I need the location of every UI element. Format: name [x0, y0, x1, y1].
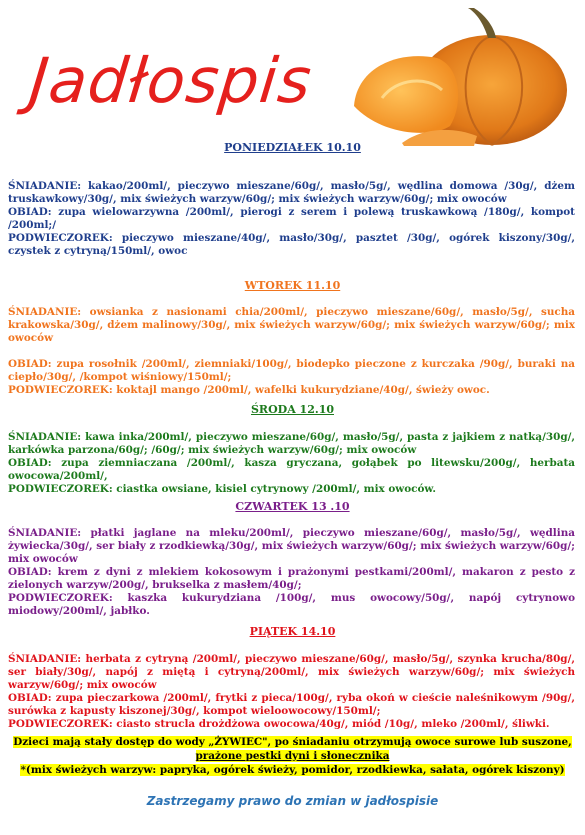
meal-text: zupa ziemniaczana /200ml/, kasza gryczana, gołąbek po litewsku/200g/, herbata owocowa/200ml/, — [8, 457, 575, 482]
day-block-friday — [8, 653, 575, 731]
day-block-wednesday — [8, 431, 575, 496]
notice-line-1: Dzieci mają stały dostęp do wody „ŻYWIEC", po śniadaniu otrzymują owoce surowe lub suszone, — [13, 736, 572, 748]
meal-label: PODWIECZOREK: — [8, 232, 113, 244]
meal-lunch — [8, 358, 575, 384]
meal-text: ciasto strucla drożdżowa owocowa/40g/, miód /10g/, mleko /200ml/, śliwki. — [112, 718, 550, 730]
day-header-friday: PIĄTEK 14.10 — [249, 625, 336, 638]
notice — [0, 735, 585, 777]
meal-lunch — [8, 692, 575, 718]
meal-label: PODWIECZOREK: — [8, 592, 113, 604]
meal-snack — [8, 483, 575, 496]
meal-breakfast — [8, 653, 575, 692]
meal-snack — [8, 592, 575, 618]
meal-text: kawa inka/200ml/, pieczywo mieszane/60g/, masło/5g/, pasta z jajkiem z natką/30g/, karkówka parzona/60g/; /60g/; mix świeżych warzyw/60g/; mix owoców — [8, 431, 575, 456]
meal-label: ŚNIADANIE: — [8, 653, 82, 665]
meal-label: OBIAD: — [8, 692, 52, 704]
meal-lunch — [8, 206, 575, 232]
footer-note: Zastrzegamy prawo do zmian w jadłospisie — [146, 794, 439, 808]
meal-text: koktajl mango /200ml/, wafelki kukurydziane/40g/, świeży owoc. — [112, 384, 490, 396]
day-header-monday: PONIEDZIAŁEK 10.10 — [224, 141, 361, 154]
pumpkin-image — [342, 8, 572, 148]
day-block-thursday — [8, 527, 575, 618]
meal-breakfast — [8, 306, 575, 345]
notice-line-3: *(mix świeżych warzyw: papryka, ogórek świeży, pomidor, rzodkiewka, sałata, ogórek kiszony) — [20, 764, 565, 776]
meal-text: herbata z cytryną /200ml/, pieczywo mieszane/60g/, masło/5g/, szynka krucha/80g/, ser biały/30g/, napój z miętą i cytryną/200ml/, mix świeżych warzyw/60g/; mix świeżych warzyw/60g/; mix owoców — [8, 653, 575, 691]
notice-line — [0, 735, 585, 749]
meal-text: zupa wielowarzywna /200ml/, pierogi z serem i polewą truskawkową /180g/, kompot /200ml;/ — [8, 206, 575, 231]
meal-snack — [8, 384, 575, 397]
meal-text: owsianka z nasionami chia/200ml/, pieczywo mieszane/60g/, masło/5g/, sucha krakowska/30g/, dżem malinowy/30g/, mix świeżych warzyw/60g/; mix świeżych warzyw/60g/; mix owoców — [8, 306, 575, 344]
day-block-monday — [8, 180, 575, 258]
meal-lunch — [8, 566, 575, 592]
meal-snack — [8, 718, 575, 731]
meal-label: ŚNIADANIE: — [8, 431, 82, 443]
meal-text: kakao/200ml/, pieczywo mieszane/60g/, masło/5g/, wędlina domowa /30g/, dżem truskawkowy/30g/, mix świeżych warzyw/60g/; mix świeżych warzyw/60g/; mix owoców — [8, 180, 575, 205]
meal-lunch — [8, 457, 575, 483]
meal-label: ŚNIADANIE: — [8, 180, 82, 192]
meal-text: krem z dyni z mlekiem kokosowym i prażonymi pestkami/200ml/, makaron z pesto z zielonych warzyw/200g/, brukselka z masłem/40g/; — [8, 566, 575, 591]
day-block-tuesday — [8, 306, 575, 397]
meal-label: PODWIECZOREK: — [8, 384, 113, 396]
day-header-wednesday: ŚRODA 12.10 — [250, 403, 334, 416]
meal-snack — [8, 232, 575, 258]
meal-text: zupa pieczarkowa /200ml/, frytki z pieca/100g/, ryba okoń w cieście naleśnikowym /90g/, surówka z kapusty kiszonej/30g/, kompot wieloowocowy/150ml/; — [8, 692, 575, 717]
meal-breakfast — [8, 180, 575, 206]
meal-breakfast — [8, 527, 575, 566]
meal-text: płatki jaglane na mleku/200ml/, pieczywo mieszane/60g/, masło/5g/, wędlina żywiecka/30g/, ser biały z rzodkiewką/30g/, mix świeżych warzyw/60g/; mix świeżych warzyw/60g/; mix owoców — [8, 527, 575, 565]
page-title: Jadłospis — [26, 44, 316, 117]
meal-label: PODWIECZOREK: — [8, 718, 113, 730]
meal-label: ŚNIADANIE: — [8, 527, 82, 539]
day-header-thursday: CZWARTEK 13 .10 — [235, 500, 350, 513]
meal-text: ciastka owsiane, kisiel cytrynowy /200ml/, mix owoców. — [112, 483, 436, 495]
meal-text: zupa rosołnik /200ml/, ziemniaki/100g/, biodерko pieczone z kurczaka /90g/, buraki na ciepło/30g/, /kompot wiśniowy/150ml/; — [8, 358, 575, 383]
notice-line — [0, 749, 585, 763]
meal-label: ŚNIADANIE: — [8, 306, 82, 318]
meal-label: OBIAD: — [8, 206, 52, 218]
day-header-tuesday: WTOREK 11.10 — [244, 279, 341, 292]
meal-label: PODWIECZOREK: — [8, 483, 113, 495]
meal-label: OBIAD: — [8, 566, 52, 578]
meal-breakfast — [8, 431, 575, 457]
meal-text: kaszka kukurydziana /100g/, mus owocowy/50g/, napój cytrynowo miodowy/200ml/, jabłko. — [8, 592, 575, 617]
meal-text: pieczywo mieszane/40g/, masło/30g/, pasztet /30g/, ogórek kiszony/30g/, czystek z cytryną/150ml/, owoc — [8, 232, 575, 257]
notice-line — [0, 763, 585, 777]
meal-label: OBIAD: — [8, 358, 52, 370]
meal-label: OBIAD: — [8, 457, 52, 469]
notice-line-2: prażone pestki dyni i słonecznika — [195, 750, 390, 762]
